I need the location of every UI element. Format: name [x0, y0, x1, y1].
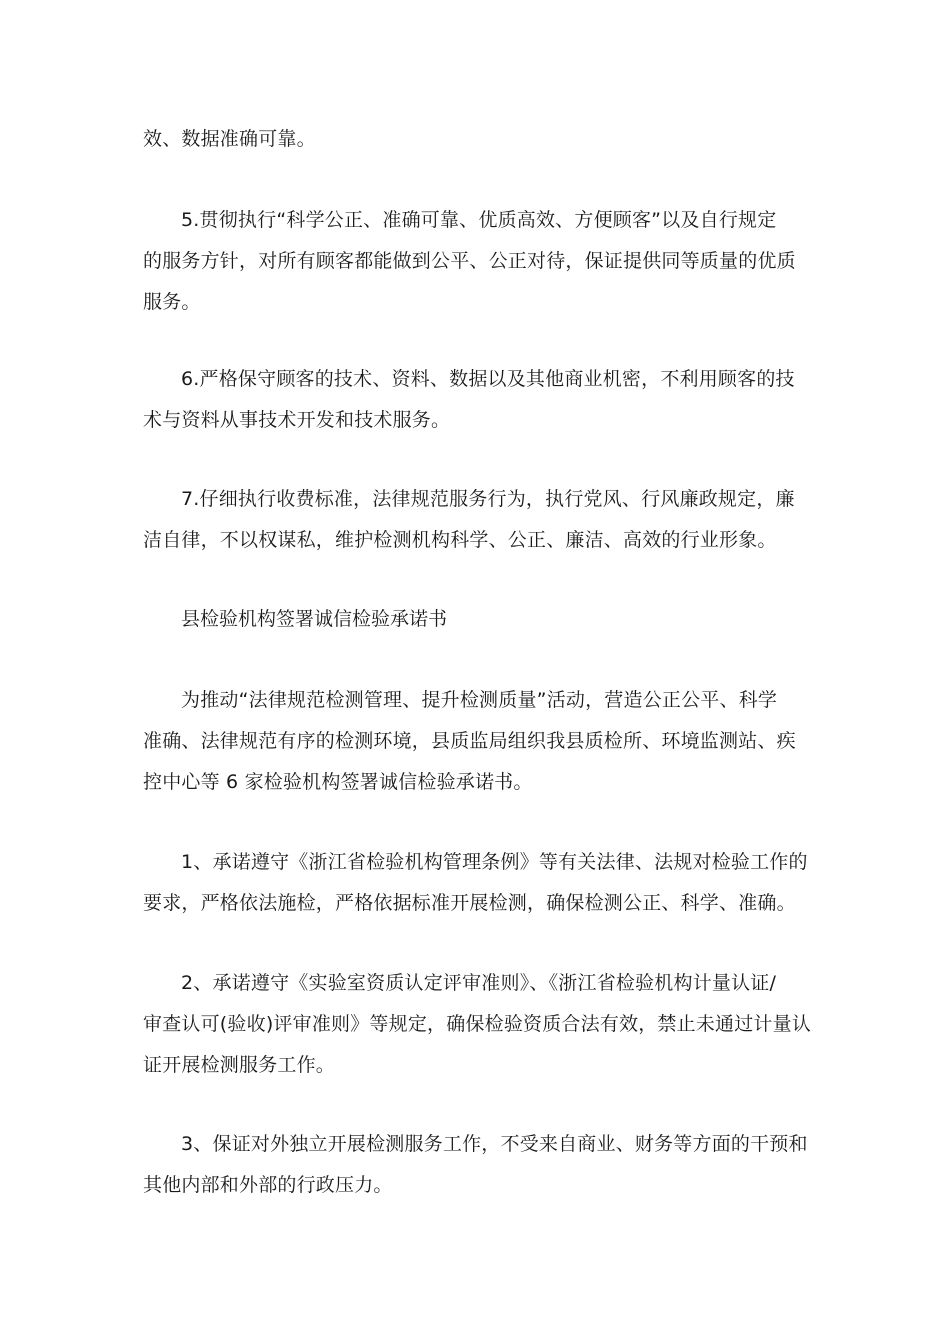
text-line: 为推动“法律规范检测管理、提升检测质量”活动，营造公正公平、科学 — [181, 689, 778, 711]
paragraph-continuation — [143, 119, 809, 160]
paragraph-intro — [143, 680, 809, 803]
paragraph-commitment-3 — [143, 1124, 809, 1206]
text-line: 控中心等 6 家检验机构签署诚信检验承诺书。 — [143, 771, 533, 793]
text-line: 7.仔细执行收费标准，法律规范服务行为，执行党风、行风廉政规定，廉 — [181, 488, 795, 510]
section-heading: 县检验机构签署诚信检验承诺书 — [181, 608, 448, 630]
text-line: 1、承诺遵守《浙江省检验机构管理条例》等有关法律、法规对检验工作的 — [181, 851, 808, 873]
text-line: 2、承诺遵守《实验室资质认定评审准则》、《浙江省检验机构计量认证/ — [181, 972, 777, 994]
text-line: 的服务方针，对所有顾客都能做到公平、公正对待，保证提供同等质量的优质 — [143, 250, 796, 272]
text-line: 术与资料从事技术开发和技术服务。 — [143, 409, 451, 431]
text-line: 3、保证对外独立开展检测服务工作，不受来自商业、财务等方面的干预和 — [181, 1133, 808, 1155]
text-line: 服务。 — [143, 291, 201, 313]
text-line: 效、数据准确可靠。 — [143, 128, 316, 150]
text-line: 6.严格保守顾客的技术、资料、数据以及其他商业机密，不利用顾客的技 — [181, 368, 795, 390]
text-line: 5.贯彻执行“科学公正、准确可靠、优质高效、方便顾客”以及自行规定 — [181, 209, 777, 231]
text-line: 洁自律，不以权谋私，维护检测机构科学、公正、廉洁、高效的行业形象。 — [143, 529, 777, 551]
text-line: 其他内部和外部的行政压力。 — [143, 1174, 393, 1196]
text-line: 准确、法律规范有序的检测环境，县质监局组织我县质检所、环境监测站、疾 — [143, 730, 796, 752]
paragraph-item-5 — [143, 200, 809, 323]
text-line: 证开展检测服务工作。 — [143, 1054, 336, 1076]
text-line: 要求，严格依法施检，严格依据标准开展检测，确保检测公正、科学、准确。 — [143, 892, 796, 914]
paragraph-commitment-2 — [143, 963, 812, 1086]
paragraph-commitment-1 — [143, 842, 809, 924]
paragraph-item-7 — [143, 479, 809, 561]
paragraph-item-6 — [143, 359, 809, 441]
text-line: 审查认可(验收)评审准则》等规定，确保检验资质合法有效，禁止未通过计量认 — [143, 1013, 812, 1035]
